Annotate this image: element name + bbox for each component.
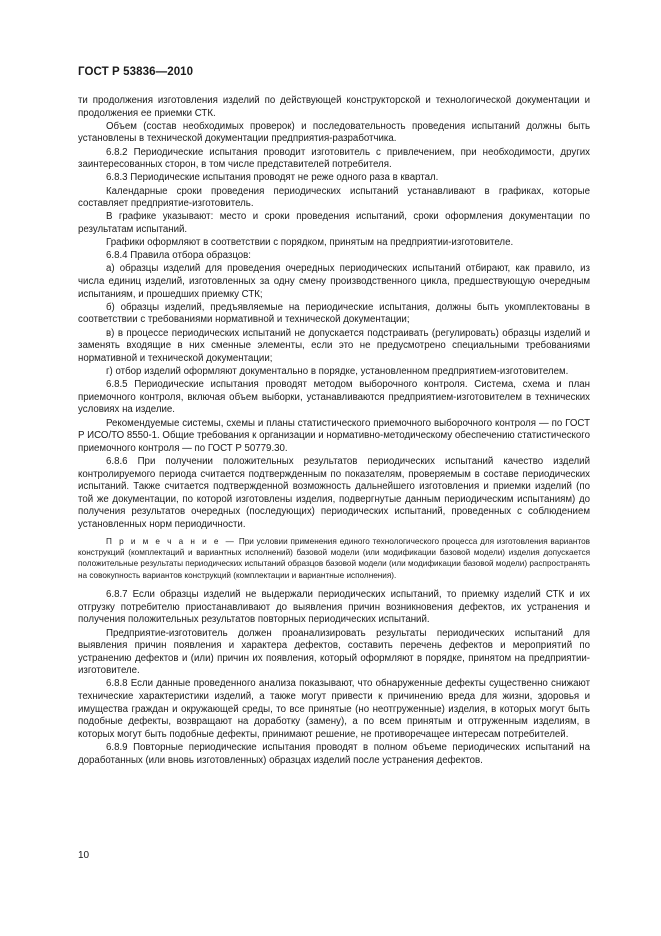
note-text: При условии применения единого технологического процесса для изготовления вариантов конструкций (комплектаций и вариантных исполнений) базовой модели (или модификации базовой модели) изделия допускается положительные результаты периодических испытаний образцов базовой модели (или модификации базовой модели) распространять на совокупность вариантов конструкций (комплектации и вариантные исполнения). bbox=[78, 536, 591, 580]
list-item: б) образцы изделий, предъявляемые на периодические испытания, должны быть укомплектованы в соответствии с требованиями нормативной и технической документации; bbox=[78, 301, 590, 326]
paragraph: 6.8.6 При получении положительных результатов периодических испытаний качество изделий контролируемого периода считается подтвержденным по показателям, проверяемым в составе периодических испытаний. Также считается подтвержденной возможность дальнейшего изготовления и приемки изделий (по той же документации, по которой изготовлены изделия, подвергнутые данным периодическим испытаниям) до получения результатов очередных (последующих) периодических испытаний, проведенных с соблюдением установленных норм периодичности. bbox=[78, 455, 590, 530]
paragraph: Календарные сроки проведения периодических испытаний устанавливают в графиках, которые составляет предприятие-изготовитель. bbox=[78, 185, 590, 210]
paragraph: 6.8.4 Правила отбора образцов: bbox=[106, 250, 251, 262]
list-item: а) образцы изделий для проведения очередных периодических испытаний отбирают, как правило, из числа единиц изделий, изготовленных за одну смену производственного цикла, предшествующую очередным испытаниям, и прошедших приемку СТК; bbox=[78, 263, 590, 300]
paragraph: Рекомендуемые системы, схемы и планы статистического приемочного выборочного контроля — по ГОСТ Р ИСО/ТО 8550-1. Общие требования к организации и нормативно-методическому обеспечению статистического приемочного контроля — по ГОСТ Р 50779.30. bbox=[78, 417, 590, 454]
paragraph: 6.8.3 Периодические испытания проводят не реже одного раза в квартал. bbox=[106, 172, 439, 184]
page-header: ГОСТ Р 53836—2010 bbox=[78, 66, 194, 78]
paragraph: 6.8.8 Если данные проведенного анализа показывают, что обнаруженные дефекты существенно снижают технические характеристики изделий, а также могут привести к причинению вреда для жизни, здоровья и имущества граждан и окружающей среды, то все принятые (но неотгруженные) изделия, в которых могут быть подобные дефекты, возвращают на доработку (замену), а по всем принятым и отгруженным изделиям, в которых могут быть подобные дефекты, принимают решение, не противоречащее интересам потребителей. bbox=[78, 678, 590, 740]
paragraph: 6.8.9 Повторные периодические испытания проводят в полном объеме периодических испытаний на доработанных (или вновь изготовленных) образцах изделий после устранения дефектов. bbox=[78, 742, 590, 766]
list-item: в) в процессе периодических испытаний не допускается подстраивать (регулировать) образцы изделий и заменять входящие в них сменные элементы, если это не предусмотрено специальными требованиями нормативной и технической документации; bbox=[78, 327, 590, 364]
paragraph: ти продолжения изготовления изделий по действующей конструкторской и технологической документации и продолжения ее приемки СТК. bbox=[78, 95, 590, 119]
document-body bbox=[78, 95, 590, 768]
note bbox=[78, 536, 590, 582]
paragraph: Предприятие-изготовитель должен проанализировать результаты периодических испытаний для выявления причин появления и характера дефектов, составить перечень дефектов и мероприятий по устранению дефектов и (или) причин их появления, который оформляют в порядке, принятом на предприятии-изготовителе. bbox=[78, 627, 590, 677]
paragraph: 6.8.7 Если образцы изделий не выдержали периодических испытаний, то приемку изделий СТК и их отгрузку потребителю приостанавливают до выявления причин возникновения дефектов, их устранения и получения положительных результатов повторных периодических испытаний. bbox=[78, 589, 590, 626]
paragraph: В графике указывают: место и сроки проведения испытаний, сроки оформления документации по результатам испытаний. bbox=[78, 211, 590, 235]
paragraph: 6.8.5 Периодические испытания проводят методом выборочного контроля. Система, схема и план приемочного контроля, включая объем выборки, устанавливаются предприятием-изготовителем в технических условиях на изделие. bbox=[78, 379, 590, 416]
paragraph: Объем (состав необходимых проверок) и последовательность проведения испытаний должны быть установлены в технической документации предприятия-разработчика. bbox=[78, 120, 590, 145]
note-label: П р и м е ч а н и е — bbox=[106, 536, 237, 546]
paragraph: 6.8.2 Периодические испытания проводит изготовитель с привлечением, при необходимости, других заинтересованных сторон, в том числе представителей потребителя. bbox=[78, 146, 590, 171]
paragraph: Графики оформляют в соответствии с порядком, принятым на предприятии-изготовителе. bbox=[106, 237, 514, 249]
list-item: г) отбор изделий оформляют документально в порядке, установленном предприятием-изготовителем. bbox=[106, 366, 569, 377]
page-number: 10 bbox=[78, 850, 90, 861]
